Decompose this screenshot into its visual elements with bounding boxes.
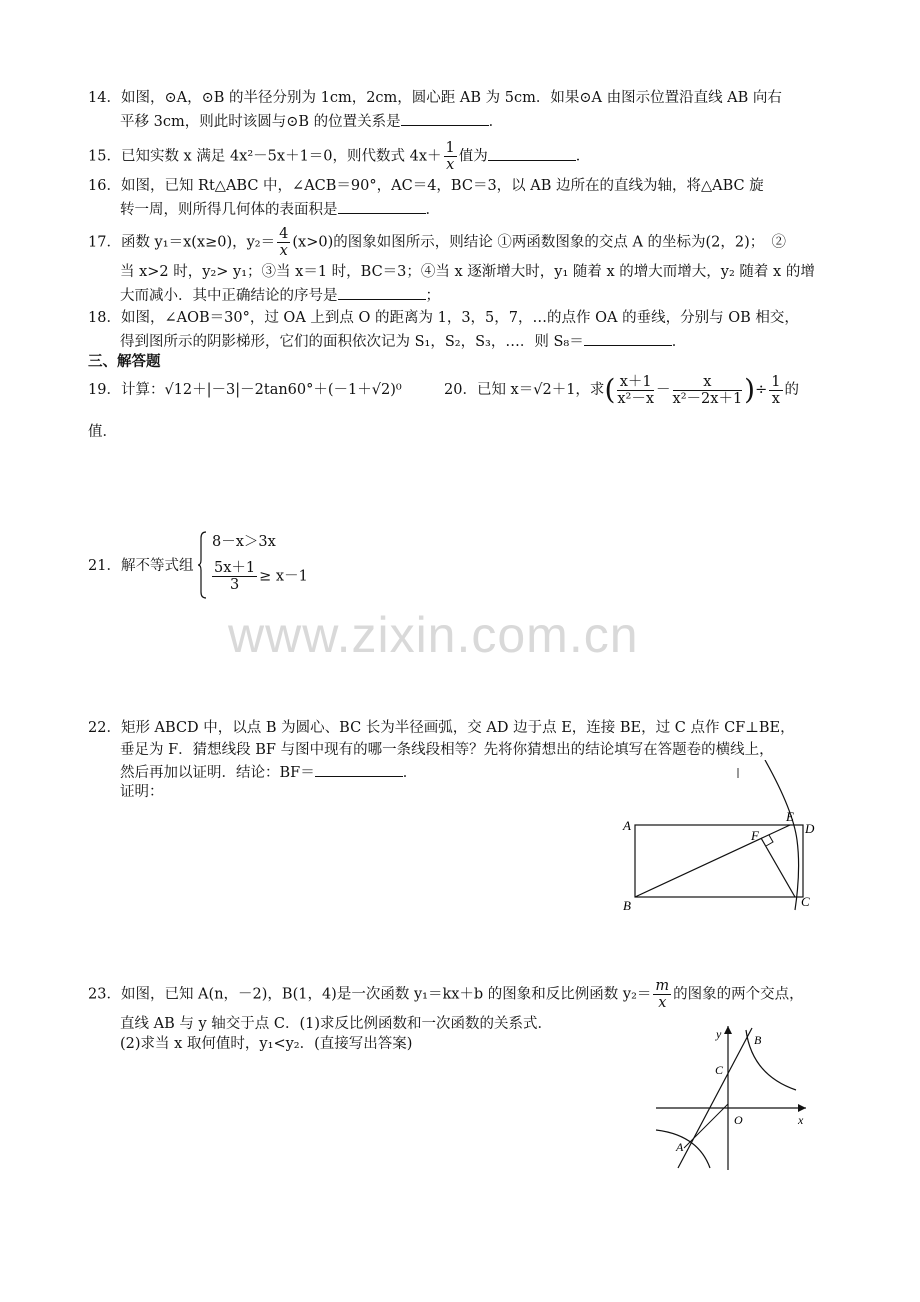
q17-line2: 当 x>2 时，y₂> y₁；③当 x＝1 时，BC＝3；④当 x 逐渐增大时，y₁ 随着 x 的增大而增大，y₂ 随着 x 的增 xyxy=(120,264,815,280)
q21-brace xyxy=(198,530,206,600)
label-y: y xyxy=(716,1027,722,1041)
q15-answer-blank[interactable] xyxy=(488,146,576,161)
q20-number: 20． xyxy=(444,382,477,398)
q18-answer-blank[interactable] xyxy=(584,331,672,346)
segment-be xyxy=(635,825,790,897)
q20-left-paren: ( xyxy=(604,373,616,406)
line-ab xyxy=(678,1028,752,1168)
label-D: D xyxy=(805,821,815,836)
arc-bc xyxy=(765,760,799,910)
q19-number: 19． xyxy=(88,382,121,398)
q17-answer-blank[interactable] xyxy=(338,285,426,300)
q20-fraction-1: $\frac{x+1}{\text{x²－x}}$ xyxy=(617,373,655,407)
q21-label-line: 21．解不等式组 xyxy=(88,558,194,574)
q22-proof-label: 证明： xyxy=(120,784,164,800)
q23-line3: (2)求当 x 取何值时，y₁<y₂．(直接写出答案) xyxy=(120,1036,413,1052)
q18-line2: 得到图所示的阴影梯形，它们的面积依次记为 S₁，S₂，S₃，…．则 S₈＝ ． xyxy=(120,331,686,352)
segment-cf xyxy=(761,838,795,897)
right-angle-mark xyxy=(766,835,773,846)
q20-fraction-2: $\frac{x}{\text{x²－2x＋1}}$ xyxy=(672,373,743,407)
q14-line2: 平移 3cm，则此时该圆与⊙B 的位置关系是 ． xyxy=(120,111,503,132)
label-C: C xyxy=(715,1063,724,1077)
label-C: C xyxy=(801,894,810,909)
q21-number: 21． xyxy=(88,558,121,574)
q20-line2: 值． xyxy=(88,424,117,440)
q16-line1: 16．如图，已知 Rt△ABC 中，∠ACB＝90°，AC＝4，BC＝3，以 AB 边所在的直线为轴，将△ABC 旋 xyxy=(88,178,764,194)
label-A: A xyxy=(676,1140,684,1154)
q22-answer-blank[interactable] xyxy=(315,762,403,777)
label-O: O xyxy=(734,1113,743,1127)
q15-number: 15． xyxy=(88,148,121,165)
q18-number: 18． xyxy=(88,310,121,326)
q22-rectangle-figure xyxy=(615,760,825,920)
rectangle-abcd xyxy=(635,825,803,897)
q21-fraction: $\frac{5x+1}{3}$ xyxy=(214,560,256,593)
section-title-solutions: 三、解答题 xyxy=(88,354,161,370)
q14-number: 14． xyxy=(88,90,121,106)
segment-ao xyxy=(684,1104,728,1148)
watermark: www.zixin.com.cn xyxy=(228,607,639,663)
q23-line2: 直线 AB 与 y 轴交于点 C．(1)求反比例函数和一次函数的关系式． xyxy=(120,1016,552,1032)
q16-number: 16． xyxy=(88,178,121,194)
x-axis-arrow-icon xyxy=(798,1104,806,1112)
label-E: E xyxy=(786,809,794,824)
q15-fraction: $\frac{1}{x}$ xyxy=(445,140,455,173)
q22-line1: 22．矩形 ABCD 中，以点 B 为圆心、BC 长为半径画弧，交 AD 边于点 E，连接 BE，过 C 点作 CF⊥BE， xyxy=(88,720,795,736)
q20-right-paren: ) xyxy=(744,373,756,406)
label-B: B xyxy=(623,898,631,913)
q19-expression: √12＋|－3|－2tan60°＋(－1＋√2)⁰ xyxy=(164,382,402,398)
q22-line2: 垂足为 F．猜想线段 BF 与图中现有的哪一条线段相等？先将你猜想出的结论填写在答题卷的横线上， xyxy=(120,742,774,758)
q23-line1: 23．如图，已知 A(n，－2)，B(1，4)是一次函数 y₁＝kx＋b 的图象和反比例函数 y₂＝ $\frac{m}{x}$ 的图象的两个交点， xyxy=(88,978,804,1011)
q17-fraction: $\frac{4}{x}$ xyxy=(279,226,289,259)
q22-number: 22． xyxy=(88,720,121,736)
q17-line3: 大而减小．其中正确结论的序号是 ； xyxy=(120,285,440,306)
label-x: x xyxy=(798,1113,804,1127)
label-B: B xyxy=(754,1033,762,1047)
q23-number: 23． xyxy=(88,986,121,1003)
q16-answer-blank[interactable] xyxy=(338,199,426,214)
q19-line: 19．计算：√12＋|－3|－2tan60°＋(－1＋√2)⁰ xyxy=(88,382,402,398)
q15-line: 15．已知实数 x 满足 4x²－5x＋1＝0，则代数式 4x＋ $\frac{1}{x}$ 值为 ． xyxy=(88,140,591,173)
q22-line3: 然后再加以证明．结论：BF＝ ． xyxy=(120,762,417,783)
q14-answer-blank[interactable] xyxy=(401,111,489,126)
q17-line1: 17．函数 y₁＝x(x≥0)，y₂＝ $\frac{4}{x}$ (x>0)的图象如图所示，则结论 ①两函数图象的交点 A 的坐标为(2，2)； ② xyxy=(88,226,787,259)
q23-coordinate-figure xyxy=(648,1020,818,1175)
q23-fraction: $\frac{m}{x}$ xyxy=(655,978,670,1011)
q16-line2: 转一周，则所得几何体的表面积是 ． xyxy=(120,199,440,220)
q20-line: 20．已知 x＝√2＋1，求( $\frac{x+1}{\text{x²－x}}$ － $\frac{x}{\text{x²－2x＋1}}$ )÷ $\frac{1}{x}$ 的 xyxy=(444,373,799,407)
q21-inequality-1: 8－x＞3x xyxy=(212,534,276,550)
label-A: A xyxy=(623,818,631,833)
q18-line1: 18．如图，∠AOB＝30°，过 OA 上到点 O 的距离为 1，3，5，7，…的点作 OA 的垂线，分别与 OB 相交， xyxy=(88,310,799,326)
q14-line1: 14．如图，⊙A，⊙B 的半径分别为 1cm，2cm，圆心距 AB 为 5cm．如果⊙A 由图示位置沿直线 AB 向右 xyxy=(88,90,782,106)
q21-inequality-2: $\frac{5x+1}{3}$ ≥ x－1 xyxy=(214,560,308,593)
q20-fraction-3: $\frac{1}{x}$ xyxy=(771,373,781,407)
q17-number: 17． xyxy=(88,234,121,251)
label-F: F xyxy=(751,828,759,843)
y-axis-arrow-icon xyxy=(724,1026,732,1034)
